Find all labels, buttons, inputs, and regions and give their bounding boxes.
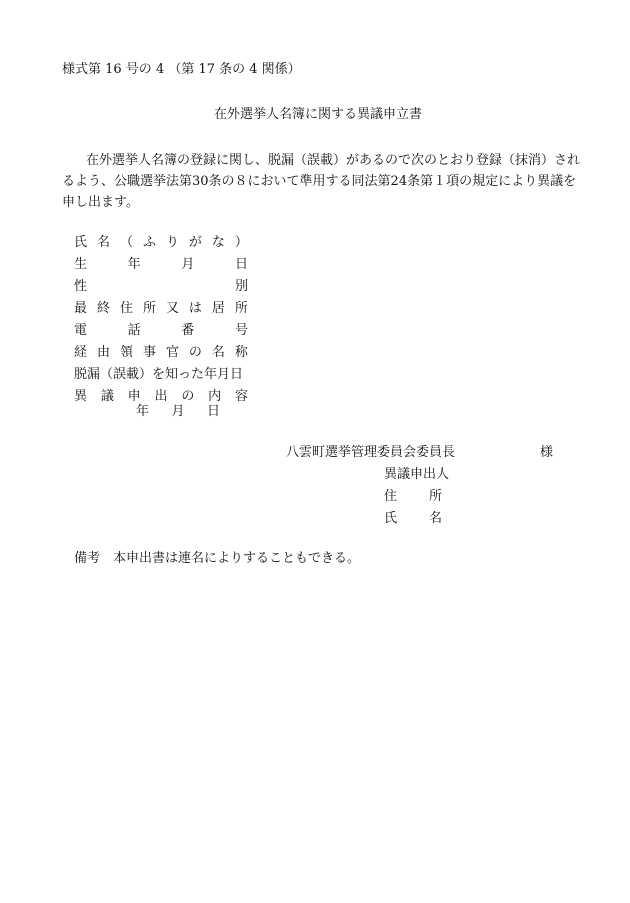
field-label-char: 経 [74,345,88,360]
field-label-char: 内 [208,389,222,404]
field-label-char: （ [119,235,133,250]
field-label-char: 生 [74,257,88,272]
field-label-char: ） [234,235,248,250]
field-name-furigana [74,236,248,250]
field-objection-content [74,390,248,404]
field-label-char: 番 [181,323,195,338]
field-label-char: な [211,235,225,250]
applicant-label: 異議申出人 [384,467,450,482]
field-label-char: 議 [100,389,114,404]
date-day-label: 日 [206,404,220,419]
field-label-char: 居 [211,301,225,316]
address-label-char: 所 [428,489,442,504]
field-label-char: 名 [211,345,225,360]
honorific: 様 [540,445,554,460]
field-label-char: 別 [234,279,248,294]
field-label-char: 氏 [74,235,88,250]
field-label-char: 話 [127,323,141,338]
applicant-name-label [384,512,442,526]
address-label-char: 住 [384,489,398,504]
field-label-char: 所 [234,301,248,316]
field-label-char: 出 [154,389,168,404]
field-label-char: ふ [142,235,156,250]
field-label-char: 号 [234,323,248,338]
name-label-char: 氏 [384,511,398,526]
field-label-char: 年 [127,257,141,272]
date-line [136,405,220,419]
field-discovery-date [74,368,248,382]
field-label-char: 称 [234,345,248,360]
field-label-char: 終 [96,301,110,316]
addressee: 八雲町選挙管理委員会委員長 [286,445,456,460]
field-label-char: 月 [181,257,195,272]
field-label-char: り [165,235,179,250]
remarks-note: 備考 本申出書は連名によりすることもできる。 [74,551,361,566]
body-text: 在外選挙人名簿の登録に関し、脱漏（誤載）があるので次のとおり登録（抹消）されるよう、公職選挙法第30条の８において準用する同法第24条第１項の規定により異議を申し出ます。 [62,153,581,210]
field-label-char: は [188,301,202,316]
date-month-label: 月 [171,404,185,419]
field-birthdate [74,258,248,272]
date-year-label: 年 [136,404,150,419]
document-title: 在外選挙人名簿に関する異議申立書 [214,107,423,122]
field-label-char: の [181,389,195,404]
field-label-char: が [188,235,202,250]
form-number: 様式第 16 号の 4 （第 17 条の 4 関係） [62,62,301,77]
name-label-char: 名 [428,511,442,526]
field-label-char: 容 [234,389,248,404]
field-label-char: 名 [96,235,110,250]
field-label-char: 異 [74,389,88,404]
field-label-char: 所 [142,301,156,316]
field-label-char: 領 [119,345,133,360]
field-phone [74,324,248,338]
applicant-address-label [384,490,442,504]
field-label-char: 事 [142,345,156,360]
field-consulate [74,346,248,360]
field-label-char: 由 [96,345,110,360]
field-label-char: 脱漏（誤載）を知った年月日 [74,367,244,382]
field-label-char: 又 [165,301,179,316]
field-label-char: 申 [127,389,141,404]
field-label-char: 電 [74,323,88,338]
body-paragraph [62,150,582,213]
field-label-char: 性 [74,279,88,294]
field-label-char: 日 [234,257,248,272]
field-last-address [74,302,248,316]
field-label-char: 最 [74,301,88,316]
field-label-char: の [188,345,202,360]
field-label-char: 住 [119,301,133,316]
field-label-char: 官 [165,345,179,360]
field-sex [74,280,248,294]
